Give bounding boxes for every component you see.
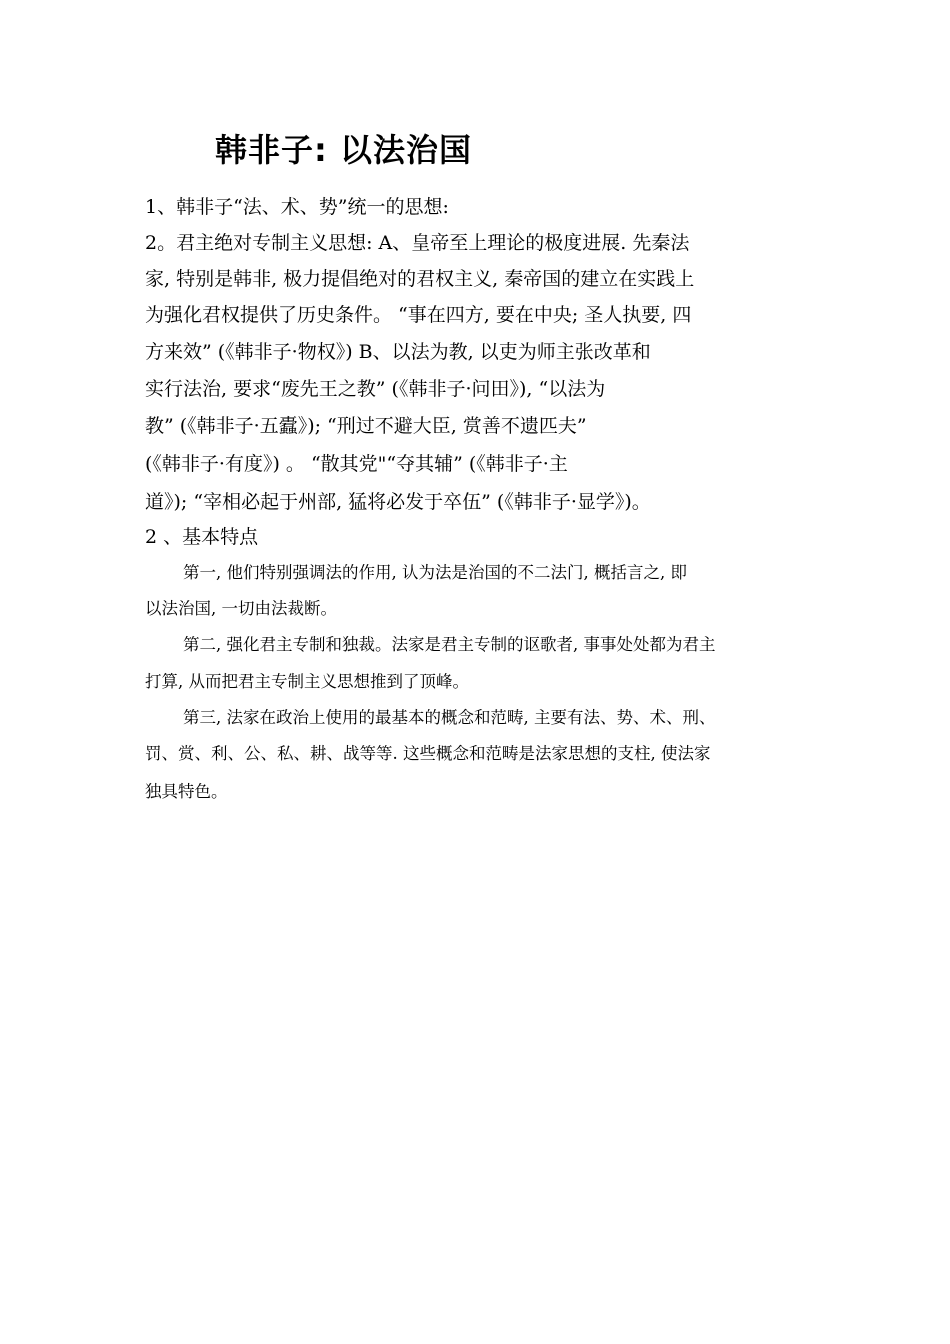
paragraph-line-1: 第一, 他们特别强调法的作用, 认为法是治国的不二法门, 概括言之, 即 [183,563,687,582]
document-title: 韩非子: 以法治国 [215,131,472,169]
text-line-6: 实行法治, 要求“废先王之教” (《韩非子·问田》), “以法为 [145,378,606,400]
text-line-5: 方来效” (《韩非子·物权》) B、以法为教, 以吏为师主张改革和 [145,341,651,363]
text-line-2: 2。君主绝对专制主义思想: A、皇帝至上理论的极度进展. 先秦法 [145,232,690,254]
paragraph-line-5: 第三, 法家在政治上使用的最基本的概念和范畴, 主要有法、势、术、刑、 [183,708,716,727]
paragraph-line-6: 罚、赏、利、公、私、耕、战等等. 这些概念和范畴是法家思想的支柱, 使法家 [145,744,711,763]
text-line-9: 道》); “宰相必起于州部, 猛将必发于卒伍” (《韩非子·显学》)。 [145,491,651,513]
text-line-1: 1、韩非子“法、术、势”统一的思想: [145,196,449,218]
section-heading-basic-features: 2 、基本特点 [145,526,259,548]
text-line-8: (《韩非子·有度》) 。 “散其党"“夺其辅” (《韩非子·主 [145,453,568,475]
text-line-7: 教” (《韩非子·五蠹》); “刑过不避大臣, 赏善不遗匹夫” [145,415,587,437]
paragraph-line-7: 独具特色。 [145,782,228,801]
paragraph-line-2: 以法治国, 一切由法裁断。 [145,599,337,618]
text-line-3: 家, 特别是韩非, 极力提倡绝对的君权主义, 秦帝国的建立在实践上 [145,268,695,290]
paragraph-line-4: 打算, 从而把君主专制主义思想推到了顶峰。 [145,672,469,691]
text-line-4: 为强化君权提供了历史条件。 “事在四方, 要在中央; 圣人执要, 四 [145,304,692,326]
paragraph-line-3: 第二, 强化君主专制和独裁。法家是君主专制的讴歌者, 事事处处都为君主 [183,635,716,654]
